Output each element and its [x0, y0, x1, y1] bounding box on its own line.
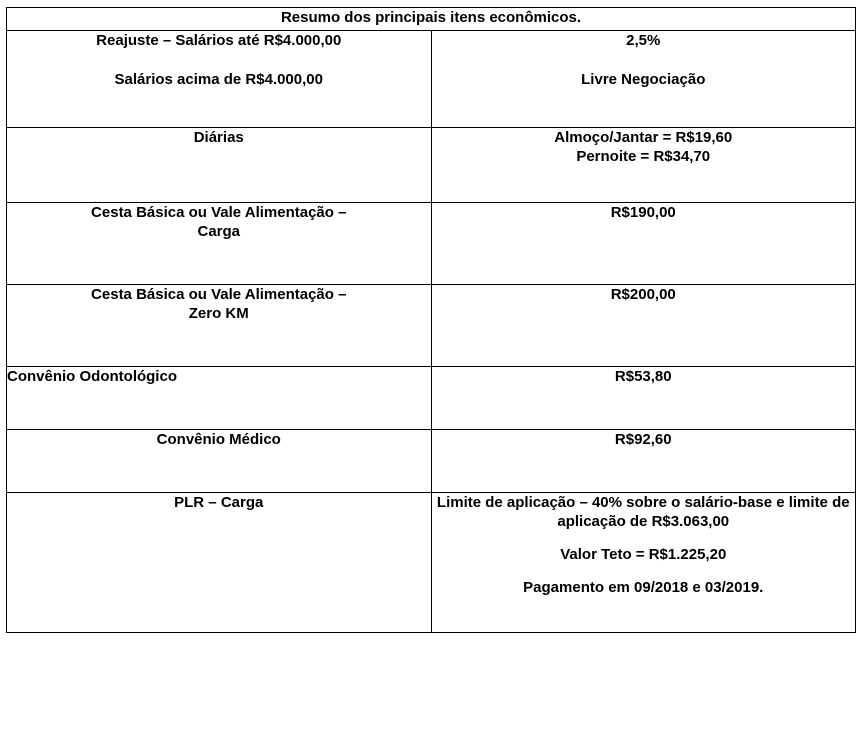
label-line: Diárias [193, 129, 244, 146]
value-line: Limite de aplicação – 40% sobre o salário-base e limite de [436, 494, 850, 511]
economic-summary-table [6, 7, 856, 633]
row-label [7, 285, 432, 367]
value-line: 2,5% [626, 32, 661, 49]
row-value [431, 430, 856, 493]
table-header-row [7, 8, 856, 31]
label-line: PLR – Carga [174, 494, 264, 511]
row-value [431, 493, 856, 633]
row-value [431, 31, 856, 128]
row-label [7, 430, 432, 493]
value-line: R$53,80 [614, 368, 672, 385]
label-line: Zero KM [188, 305, 249, 322]
value-line: aplicação de R$3.063,00 [557, 513, 730, 530]
value-line: Valor Teto = R$1.225,20 [560, 546, 727, 563]
row-value [431, 203, 856, 285]
label-line: Salários acima de R$4.000,00 [114, 71, 323, 88]
table-row [7, 31, 856, 128]
label-line: Reajuste – Salários até R$4.000,00 [96, 32, 342, 49]
value-line: R$190,00 [610, 204, 676, 221]
table-title: Resumo dos principais itens econômicos. [7, 8, 856, 31]
value-line: R$200,00 [610, 286, 676, 303]
row-label [7, 367, 432, 430]
table-row [7, 203, 856, 285]
row-label [7, 31, 432, 128]
label-line: Cesta Básica ou Vale Alimentação – [91, 204, 347, 221]
row-label [7, 493, 432, 633]
row-label [7, 203, 432, 285]
label-line: Convênio Médico [156, 431, 281, 448]
row-value [431, 285, 856, 367]
row-value [431, 128, 856, 203]
value-line: Pernoite = R$34,70 [576, 148, 711, 165]
table-row [7, 128, 856, 203]
value-line: R$92,60 [614, 431, 672, 448]
table-row [7, 285, 856, 367]
table-row [7, 367, 856, 430]
label-line: Cesta Básica ou Vale Alimentação – [91, 286, 347, 303]
value-line: Almoço/Jantar = R$19,60 [554, 129, 733, 146]
table-row [7, 493, 856, 633]
row-label [7, 128, 432, 203]
row-value [431, 367, 856, 430]
label-line: Convênio Odontológico [7, 368, 177, 385]
table-row [7, 430, 856, 493]
value-line: Livre Negociação [581, 71, 706, 88]
label-line: Carga [197, 223, 241, 240]
value-line: Pagamento em 09/2018 e 03/2019. [523, 579, 764, 596]
